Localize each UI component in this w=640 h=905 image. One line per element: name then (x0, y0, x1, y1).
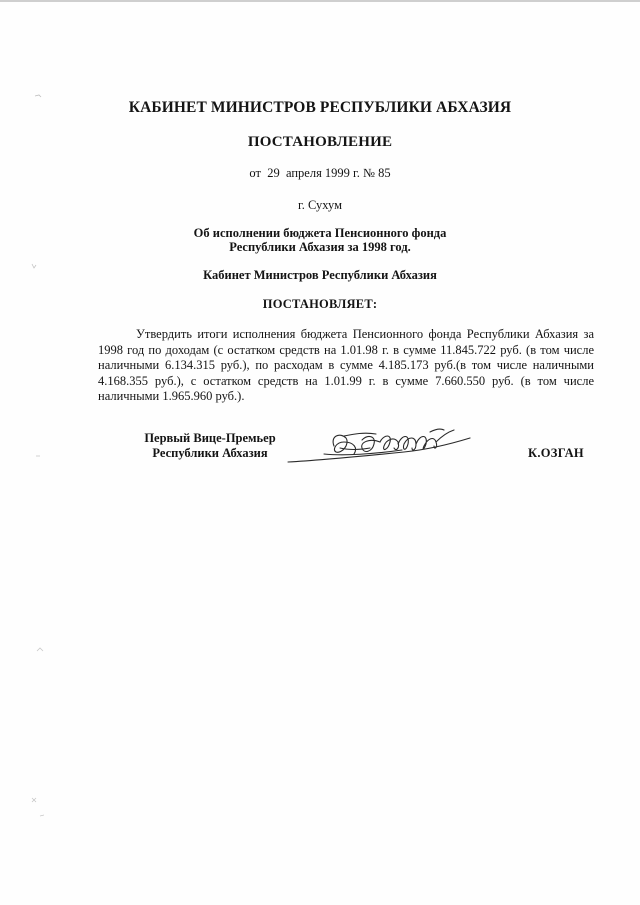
issuer-title: КАБИНЕТ МИНИСТРОВ РЕСПУБЛИКИ АБХАЗИЯ (128, 99, 512, 116)
issuing-body: Кабинет Министров Республики Абхазия (203, 268, 437, 282)
scan-speck (36, 646, 44, 654)
city: г. Сухум (297, 198, 342, 212)
document-subject (0, 226, 640, 254)
document-type: ПОСТАНОВЛЕНИЕ (247, 134, 393, 150)
scan-top-edge (0, 0, 640, 2)
scan-speck (34, 452, 42, 460)
resolves-heading: ПОСТАНОВЛЯЕТ: (262, 297, 378, 311)
date-and-number: от 29 апреля 1999 г. № 85 (249, 166, 391, 180)
signatory-position (130, 431, 290, 461)
resolution-body: Утвердить итоги исполнения бюджета Пенсионного фонда Республики Абхазия за 1998 год по доходам (с остатком средств на 1.01.98 г. в сумме 11.845.722 руб. (в том числе наличными 6.134.315 руб.), по расходам в сумме 4.185.173 руб.(в том числе наличными 4.168.355 руб.), с остатком средств на 1.01.99 г. в сумме 7.660.550 руб. (в том числе наличными 1.965.960 руб.). (98, 327, 594, 404)
scan-speck (34, 92, 42, 100)
scan-speck (38, 812, 46, 820)
position-line-1: Первый Вице-Премьер (144, 431, 276, 445)
position-line-2: Республики Абхазия (152, 446, 268, 460)
scan-speck (30, 796, 38, 804)
signatory-name: К.ОЗГАН (528, 446, 584, 460)
handwritten-signature (284, 426, 474, 466)
subject-line-2: Республики Абхазия за 1998 год. (229, 240, 411, 254)
subject-line-1: Об исполнении бюджета Пенсионного фонда (193, 226, 447, 240)
scan-speck (30, 262, 38, 270)
